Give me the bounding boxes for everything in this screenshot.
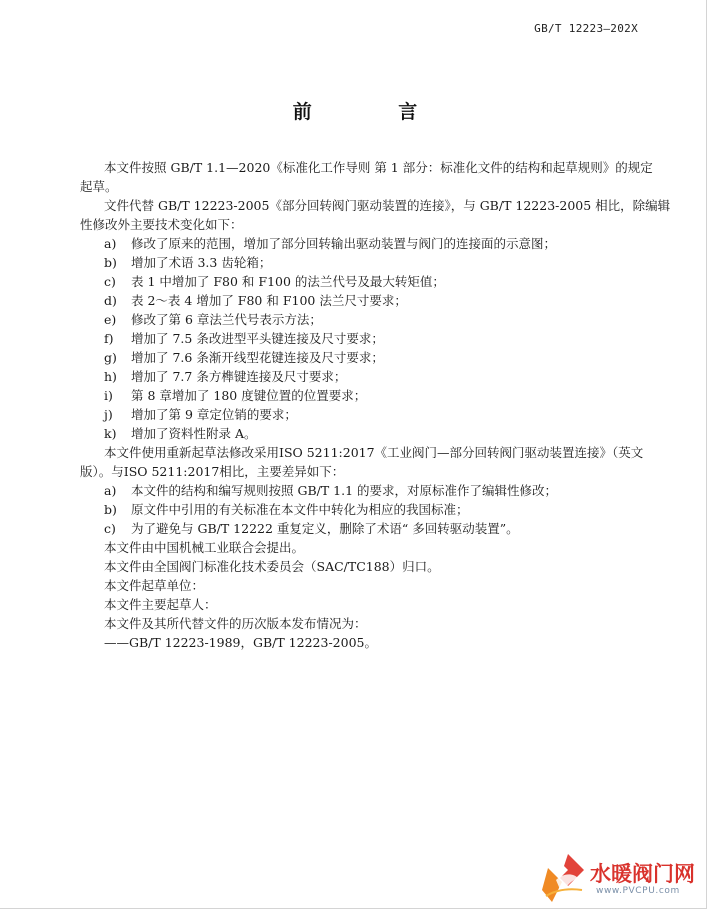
paragraph-proposed-by: 本文件由中国机械工业联合会提出。 [104, 540, 305, 555]
watermark-name: 水暖阀门网 [590, 862, 695, 886]
list-item: a) 本文件的结构和编写规则按照 GB/T 1.1 的要求，对原标准作了编辑性修改； [104, 483, 558, 498]
paragraph-iso-adoption-cont: 版）。与ISO 5211:2017相比，主要差异如下： [80, 464, 345, 479]
differences-list [104, 481, 652, 538]
foreword-body [80, 158, 671, 652]
list-item: g) 增加了 7.6 条渐开线型花键连接及尺寸要求； [104, 350, 384, 365]
paragraph-replaces: 文件代替 GB/T 12223-2005《部分回转阀门驱动装置的连接》，与 GB/T 12223-2005 相比，除编辑 [104, 198, 671, 213]
list-item: f) 增加了 7.5 条改进型平头键连接及尺寸要求； [104, 331, 384, 346]
paragraph-history: 本文件及其所代替文件的历次版本发布情况为： [104, 616, 367, 631]
list-item: c) 为了避免与 GB/T 12222 重复定义，删除了术语“ 多回转驱动装置”。 [104, 521, 519, 536]
page-title: 前 言 [292, 101, 458, 123]
list-item: b) 增加了术语 3.3 齿轮箱； [104, 255, 272, 270]
list-item: c) 表 1 中增加了 F80 和 F100 的法兰代号及最大转矩值； [104, 274, 445, 289]
list-item: a) 修改了原来的范围，增加了部分回转输出驱动装置与阀门的连接面的示意图； [104, 236, 557, 251]
paragraph-replaces-cont: 性修改外主要技术变化如下： [80, 217, 243, 232]
list-item: j) 增加了第 9 章定位销的要求； [104, 407, 297, 422]
valve-logo-icon [538, 850, 592, 906]
paragraph-iso-adoption: 本文件使用重新起草法修改采用ISO 5211:2017《工业阀门—部分回转阀门驱动装置连接》（英文 [104, 445, 644, 460]
list-item: e) 修改了第 6 章法兰代号表示方法； [104, 312, 322, 327]
standard-number: GB/T 12223—202X [534, 22, 638, 35]
list-item: b) 原文件中引用的有关标准在本文件中转化为相应的我国标准； [104, 502, 469, 517]
list-item: h) 增加了 7.7 条方榫键连接及尺寸要求； [104, 369, 347, 384]
paragraph-history-versions: ——GB/T 12223-1989，GB/T 12223-2005。 [104, 635, 377, 650]
list-item: i) 第 8 章增加了 180 度键位置的位置要求； [104, 388, 367, 403]
list-item: d) 表 2～表 4 增加了 F80 和 F100 法兰尺寸要求； [104, 293, 407, 308]
watermark-url: www.PVCPU.com [596, 886, 680, 896]
paragraph-centralized-by: 本文件由全国阀门标准化技术委员会（SAC/TC188）归口。 [104, 559, 440, 574]
paragraph-drafters: 本文件主要起草人： [104, 597, 217, 612]
changes-list [104, 234, 652, 443]
paragraph-drafting-rule-cont: 起草。 [80, 179, 118, 194]
watermark-logo [538, 850, 708, 908]
paragraph-drafting-units: 本文件起草单位： [104, 578, 205, 593]
paragraph-drafting-rule: 本文件按照 GB/T 1.1—2020《标准化工作导则 第 1 部分：标准化文件的结构和起草规则》的规定 [104, 160, 653, 175]
list-item: k) 增加了资料性附录 A。 [104, 426, 257, 441]
